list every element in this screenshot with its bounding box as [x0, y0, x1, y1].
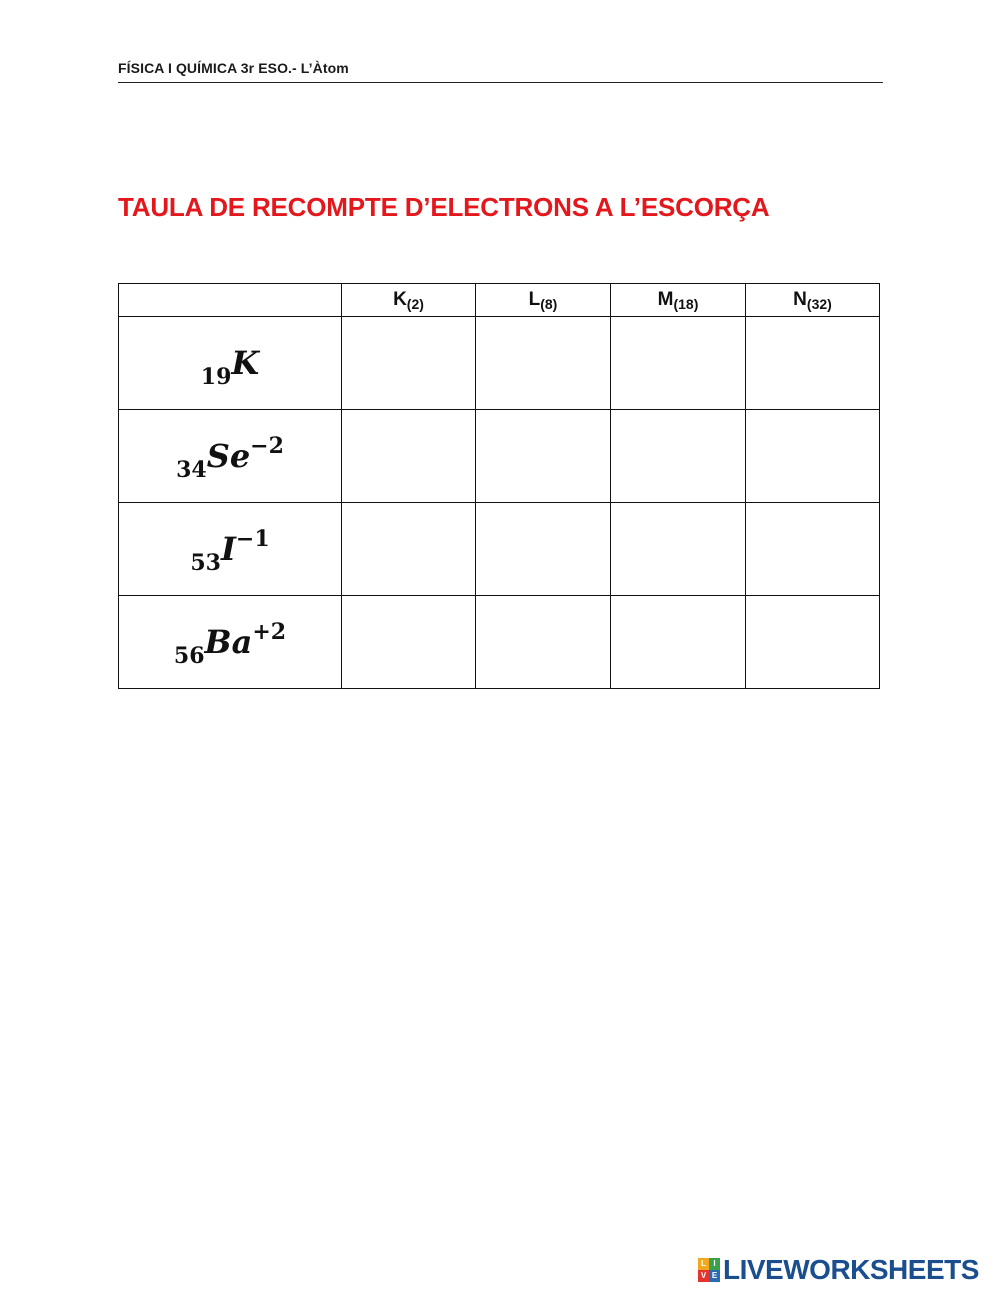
page-title: TAULA DE RECOMPTE D’ELECTRONS A L’ESCORÇA	[118, 192, 770, 222]
live-logo-icon	[698, 1258, 720, 1282]
element-symbol: K	[231, 344, 260, 382]
answer-cell-n-shell[interactable]	[746, 410, 880, 503]
answer-cell-m-shell[interactable]	[611, 410, 746, 503]
brand-wordmark: LIVEWORKSHEETS	[723, 1254, 979, 1285]
answer-cell-m-shell[interactable]	[611, 503, 746, 596]
table-row	[119, 317, 880, 410]
atomic-number: 19	[200, 364, 232, 390]
answer-cell-m-shell[interactable]	[611, 317, 746, 410]
species-notation	[176, 433, 284, 483]
species-cell-potassium	[119, 317, 342, 410]
electron-shell-table	[118, 283, 880, 689]
table-row	[119, 410, 880, 503]
shell-label: N	[793, 289, 807, 310]
answer-cell-l-shell[interactable]	[476, 596, 611, 689]
answer-cell-l-shell[interactable]	[476, 503, 611, 596]
liveworksheets-logo[interactable]	[698, 1255, 979, 1285]
table-header-row	[119, 284, 880, 317]
species-cell-selenide	[119, 410, 342, 503]
answer-cell-k-shell[interactable]	[342, 596, 476, 689]
logo-letter-l: L	[698, 1258, 709, 1270]
element-symbol: Se	[206, 437, 251, 475]
answer-cell-k-shell[interactable]	[342, 503, 476, 596]
answer-cell-n-shell[interactable]	[746, 317, 880, 410]
column-header-k	[342, 284, 476, 317]
ion-charge: +2	[252, 619, 287, 645]
answer-cell-k-shell[interactable]	[342, 410, 476, 503]
table-row	[119, 503, 880, 596]
species-notation	[173, 619, 287, 669]
logo-letter-e: E	[709, 1270, 720, 1282]
species-cell-barium-ion	[119, 596, 342, 689]
logo-letter-i: I	[709, 1258, 720, 1270]
shell-label: M	[657, 289, 674, 310]
column-header-n	[746, 284, 880, 317]
column-header-m	[611, 284, 746, 317]
shell-label: L	[528, 289, 541, 310]
species-notation	[200, 344, 260, 390]
shell-capacity: (32)	[806, 296, 832, 312]
atomic-number: 34	[176, 457, 207, 483]
shell-capacity: (18)	[673, 296, 699, 312]
shell-capacity: (2)	[406, 296, 424, 312]
shell-capacity: (8)	[540, 296, 558, 312]
answer-cell-n-shell[interactable]	[746, 596, 880, 689]
page-header	[118, 58, 883, 83]
logo-letter-v: V	[698, 1270, 709, 1282]
ion-charge: −1	[235, 526, 270, 552]
answer-cell-k-shell[interactable]	[342, 317, 476, 410]
species-cell-iodide	[119, 503, 342, 596]
element-symbol: I	[220, 530, 236, 568]
shell-label: K	[393, 289, 407, 310]
answer-cell-l-shell[interactable]	[476, 317, 611, 410]
answer-cell-n-shell[interactable]	[746, 503, 880, 596]
header-corner-cell	[119, 284, 342, 317]
atomic-number: 56	[173, 643, 205, 669]
element-symbol: Ba	[204, 623, 253, 661]
ion-charge: −2	[250, 433, 284, 459]
atomic-number: 53	[190, 550, 221, 576]
column-header-l	[476, 284, 611, 317]
answer-cell-l-shell[interactable]	[476, 410, 611, 503]
species-notation	[190, 526, 270, 576]
answer-cell-m-shell[interactable]	[611, 596, 746, 689]
table-row	[119, 596, 880, 689]
header-text: FÍSICA I QUÍMICA 3r ESO.- L’Àtom	[118, 60, 349, 76]
